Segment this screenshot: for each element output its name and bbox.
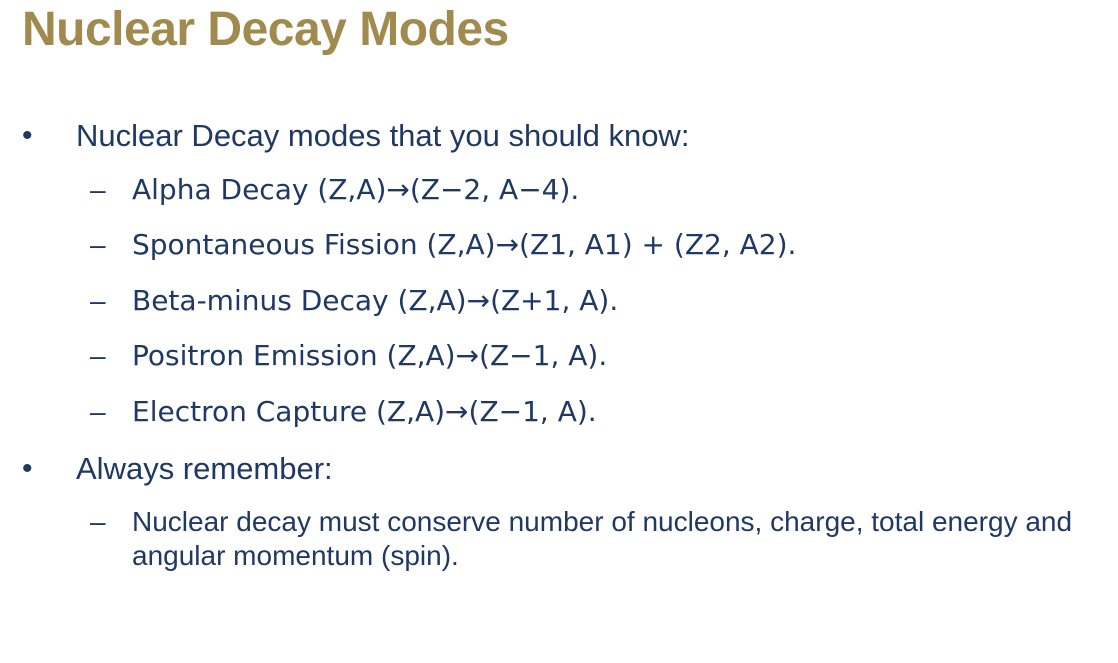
dash-marker-icon: – xyxy=(90,229,106,261)
list-item-text: Spontaneous Fission (Z,A)→(Z1, A1) + (Z2, A2). xyxy=(132,228,797,262)
dash-marker-icon: – xyxy=(90,340,106,372)
bullet-marker-icon: • xyxy=(22,451,33,485)
dash-marker-icon: – xyxy=(90,284,106,316)
bullet-level1 xyxy=(0,118,1118,155)
list-item xyxy=(0,339,1118,373)
bullet-level1-text: Always remember: xyxy=(76,450,333,486)
page-title: Nuclear Decay Modes xyxy=(22,3,509,56)
sublist-group-1 xyxy=(0,173,1118,429)
dash-marker-icon: – xyxy=(90,506,106,538)
list-item-text: Electron Capture (Z,A)→(Z−1, A). xyxy=(132,394,597,428)
bullet-level1 xyxy=(0,451,1118,488)
dash-marker-icon: – xyxy=(90,395,106,427)
bullet-marker-icon: • xyxy=(22,119,33,152)
list-item-text: Nuclear decay must conserve number of nucleons, charge, total energy and angular momentum (spin). xyxy=(132,506,1073,571)
list-item-text: Beta-minus Decay (Z,A)→(Z+1, A). xyxy=(132,283,619,317)
bullet-level1-text: Nuclear Decay modes that you should know: xyxy=(76,118,690,153)
list-item xyxy=(0,284,1118,318)
list-item xyxy=(0,228,1118,262)
slide-body xyxy=(0,118,1118,576)
list-item xyxy=(0,505,1118,572)
list-item xyxy=(0,395,1118,429)
list-item-text: Positron Emission (Z,A)→(Z−1, A). xyxy=(132,339,608,373)
list-item-text: Alpha Decay (Z,A)→(Z−2, A−4). xyxy=(132,172,580,206)
sublist-group-2 xyxy=(0,505,1118,572)
dash-marker-icon: – xyxy=(90,173,106,205)
list-item xyxy=(0,173,1118,207)
